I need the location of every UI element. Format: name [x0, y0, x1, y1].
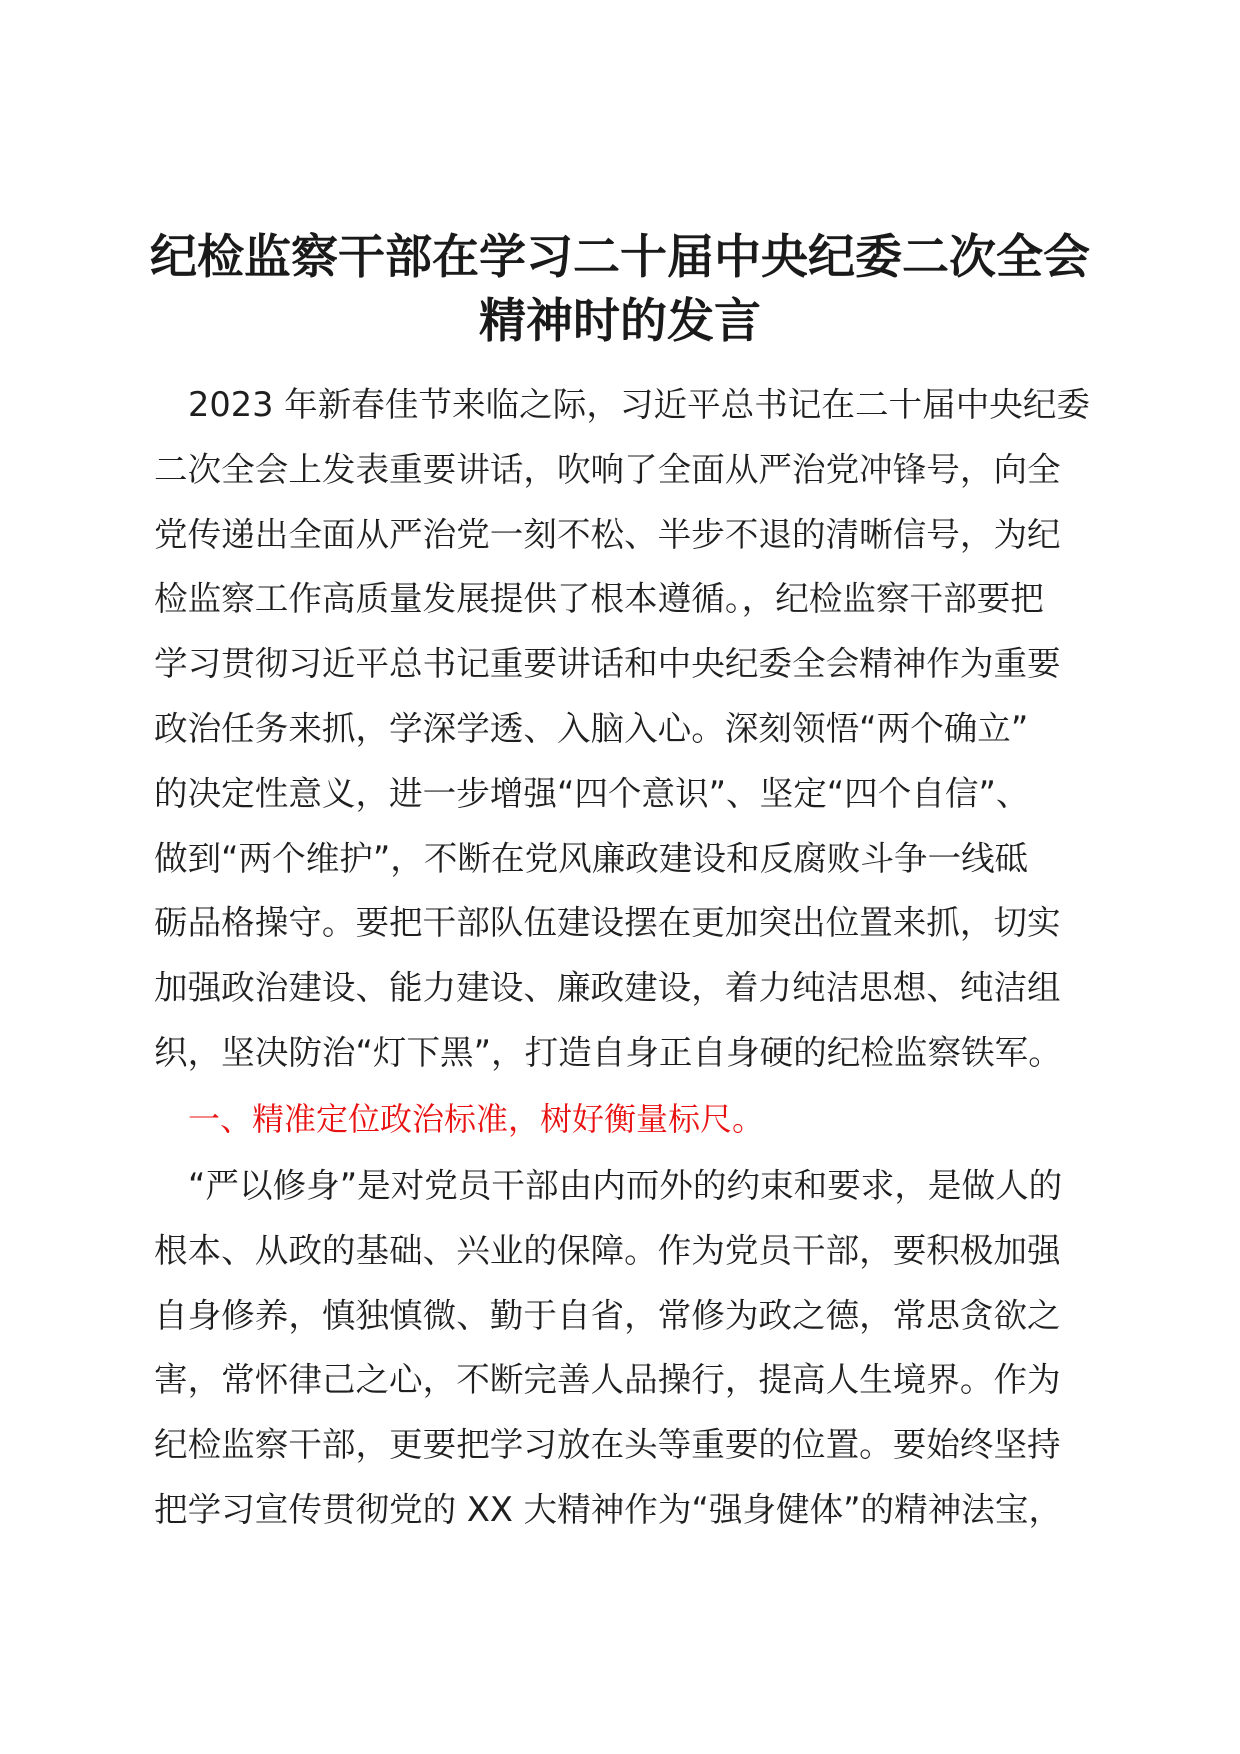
paragraph-line: 纪检监察干部，更要把学习放在头等重要的位置。要始终坚持	[154, 1425, 1061, 1465]
title-line-2: 精神时的发言	[479, 294, 761, 349]
paragraph-line: 2023 年新春佳节来临之际，习近平总书记在二十届中央纪委	[188, 385, 1091, 424]
paragraph-line: 政治任务来抓，学深学透、入脑入心。深刻领悟“两个确立”	[154, 708, 1029, 748]
paragraph-line: 砺品格操守。要把干部队伍建设摆在更加突出位置来抓，切实	[154, 903, 1061, 943]
paragraph-intro	[154, 373, 1094, 1086]
paragraph-line: 把学习宣传贯彻党的 XX 大精神作为“强身健体”的精神法宝，	[154, 1489, 1063, 1529]
document-title	[150, 226, 1090, 354]
section-heading: 一、精准定位政治标准，树好衡量标尺。	[188, 1100, 765, 1138]
paragraph-line: 学习贯彻习近平总书记重要讲话和中央纪委全会精神作为重要	[154, 644, 1061, 684]
paragraph-line: 党传递出全面从严治党一刻不松、半步不退的清晰信号，为纪	[154, 514, 1061, 554]
paragraph-line: 织，坚决防治“灯下黑”，打造自身正自身硬的纪检监察铁军。	[154, 1032, 1062, 1072]
paragraph-line: 自身修养，慎独慎微、勤于自省，常修为政之德，常思贪欲之	[154, 1295, 1061, 1335]
paragraph-line: 二次全会上发表重要讲话，吹响了全面从严治党冲锋号，向全	[154, 449, 1061, 489]
title-line-1: 纪检监察干部在学习二十届中央纪委二次全会	[150, 230, 1090, 285]
paragraph-line: “严以修身”是对党员干部由内而外的约束和要求，是做人的	[188, 1166, 1063, 1205]
paragraph-line: 的决定性意义，进一步增强“四个意识”、坚定“四个自信”、	[154, 773, 1030, 813]
paragraph-line: 做到“两个维护”，不断在党风廉政建设和反腐败斗争一线砥	[154, 838, 1029, 878]
paragraph-line: 加强政治建设、能力建设、廉政建设，着力纯洁思想、纯洁组	[154, 968, 1061, 1008]
paragraph-section-1	[154, 1154, 1094, 1543]
paragraph-line: 检监察工作高质量发展提供了根本遵循。，纪检监察干部要把	[154, 579, 1044, 619]
paragraph-line: 害，常怀律己之心，不断完善人品操行，提高人生境界。作为	[154, 1360, 1061, 1400]
paragraph-line: 根本、从政的基础、兴业的保障。作为党员干部，要积极加强	[154, 1230, 1061, 1270]
